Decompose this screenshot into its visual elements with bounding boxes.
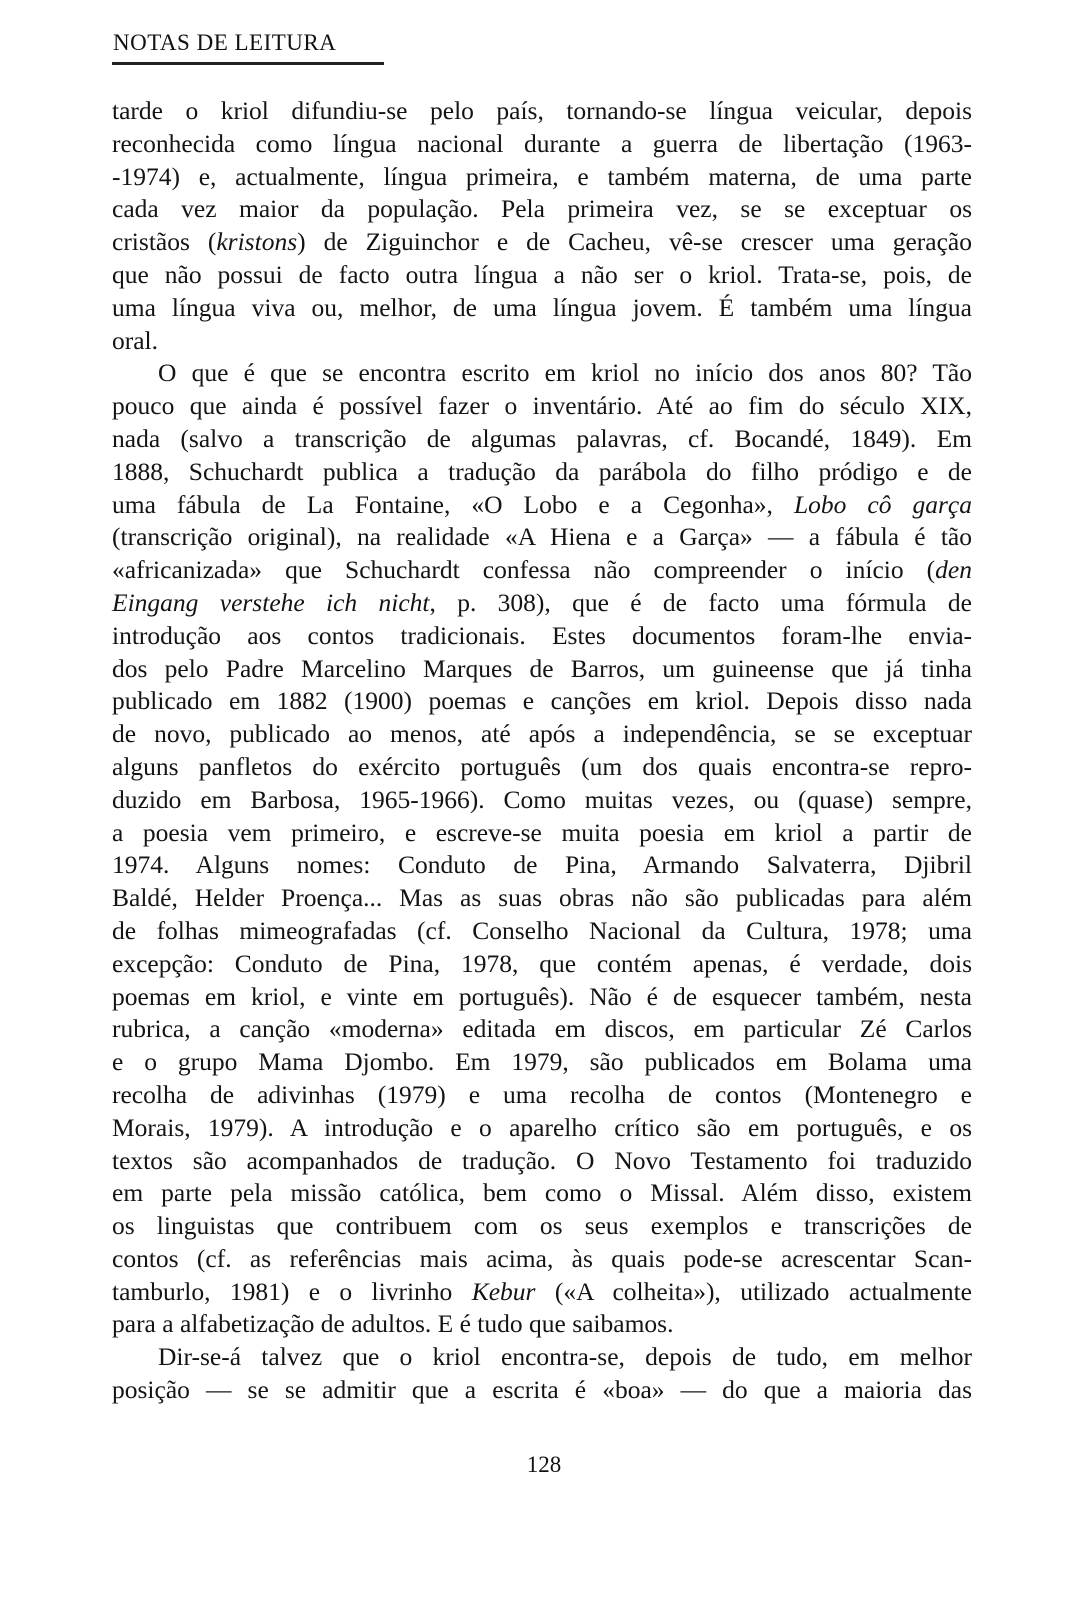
text-line: pouco que ainda é possível fazer o inventário. Até ao fim do século XIX, — [112, 391, 972, 421]
text-line: dos pelo Padre Marcelino Marques de Barros, um guineense que já tinha — [112, 653, 972, 683]
text-line: O que é que se encontra escrito em kriol no início dos anos 80? Tão — [158, 358, 972, 388]
text-line: Dir-se-á talvez que o kriol encontra-se, depois de tudo, em melhor — [158, 1342, 972, 1372]
text-line: rubrica, a canção «moderna» editada em discos, em particular Zé Carlos — [112, 1014, 972, 1044]
page-number: 128 — [526, 1452, 562, 1477]
text-line: nada (salvo a transcrição de algumas palavras, cf. Bocandé, 1849). Em — [112, 423, 972, 453]
text-line: 1888, Schuchardt publica a tradução da parábola do filho pródigo e de — [112, 456, 972, 486]
text-line: que não possui de facto outra língua a não ser o kriol. Trata-se, pois, de — [112, 259, 972, 289]
text-line: oral. — [112, 325, 159, 355]
text-line: alguns panfletos do exército português (um dos quais encontra-se repro- — [112, 751, 972, 781]
text-line: 1974. Alguns nomes: Conduto de Pina, Armando Salvaterra, Djibril — [112, 850, 972, 880]
text-line: posição — se se admitir que a escrita é «boa» — do que a maioria das — [112, 1375, 972, 1405]
text-line: cada vez maior da população. Pela primeira vez, se se exceptuar os — [112, 194, 972, 224]
text-line: publicado em 1882 (1900) poemas e canções em kriol. Depois disso nada — [112, 686, 972, 716]
text-line: os linguistas que contribuem com os seus exemplos e transcrições de — [112, 1211, 972, 1241]
text-line: cristãos (kristons) de Ziguinchor e de Cacheu, vê-se crescer uma geração — [112, 227, 972, 257]
text-line: «africanizada» que Schuchardt confessa não compreender o início (den — [112, 555, 972, 585]
text-line: para a alfabetização de adultos. E é tudo que saibamos. — [112, 1309, 674, 1339]
text-line: e o grupo Mama Djombo. Em 1979, são publicados em Bolama uma — [112, 1047, 972, 1077]
text-line: (transcrição original), na realidade «A Hiena e a Garça» — a fábula é tão — [112, 522, 972, 552]
text-line: em parte pela missão católica, bem como o Missal. Além disso, existem — [112, 1178, 972, 1208]
text-line: introdução aos contos tradicionais. Estes documentos foram-lhe envia- — [112, 620, 972, 650]
header-underline — [112, 62, 384, 65]
text-line: tamburlo, 1981) e o livrinho Kebur («A colheita»), utilizado actualmente — [112, 1276, 972, 1306]
text-line: poemas em kriol, e vinte em português). Não é de esquecer também, nesta — [112, 981, 972, 1011]
text-line: contos (cf. as referências mais acima, às quais pode-se acrescentar Scan- — [112, 1243, 972, 1273]
text-line: Morais, 1979). A introdução e o aparelho crítico são em português, e os — [112, 1112, 972, 1142]
running-header: NOTAS DE LEITURA — [113, 30, 337, 55]
text-line: a poesia vem primeiro, e escreve-se muita poesia em kriol a partir de — [112, 817, 972, 847]
text-line: excepção: Conduto de Pina, 1978, que contém apenas, é verdade, dois — [112, 948, 972, 978]
text-line: duzido em Barbosa, 1965-1966). Como muitas vezes, ou (quase) sempre, — [112, 784, 972, 814]
text-line: uma fábula de La Fontaine, «O Lobo e a Cegonha», Lobo cô garça — [112, 489, 972, 519]
text-line: reconhecida como língua nacional durante a guerra de libertação (1963- — [112, 128, 972, 158]
text-line: recolha de adivinhas (1979) e uma recolha de contos (Montenegro e — [112, 1079, 972, 1109]
text-line: -1974) e, actualmente, língua primeira, e também materna, de uma parte — [112, 161, 972, 191]
text-line: Eingang verstehe ich nicht, p. 308), que é de facto uma fórmula de — [112, 587, 972, 617]
text-line: de folhas mimeografadas (cf. Conselho Nacional da Cultura, 1978; uma — [112, 915, 972, 945]
text-line: de novo, publicado ao menos, até após a independência, se se exceptuar — [112, 719, 972, 749]
text-line: textos são acompanhados de tradução. O Novo Testamento foi traduzido — [112, 1145, 972, 1175]
text-line: Baldé, Helder Proença... Mas as suas obras não são publicadas para além — [112, 883, 972, 913]
body-text — [112, 95, 972, 1407]
text-line: tarde o kriol difundiu-se pelo país, tornando-se língua veicular, depois — [112, 96, 972, 125]
text-line: uma língua viva ou, melhor, de uma língua jovem. É também uma língua — [112, 292, 972, 322]
